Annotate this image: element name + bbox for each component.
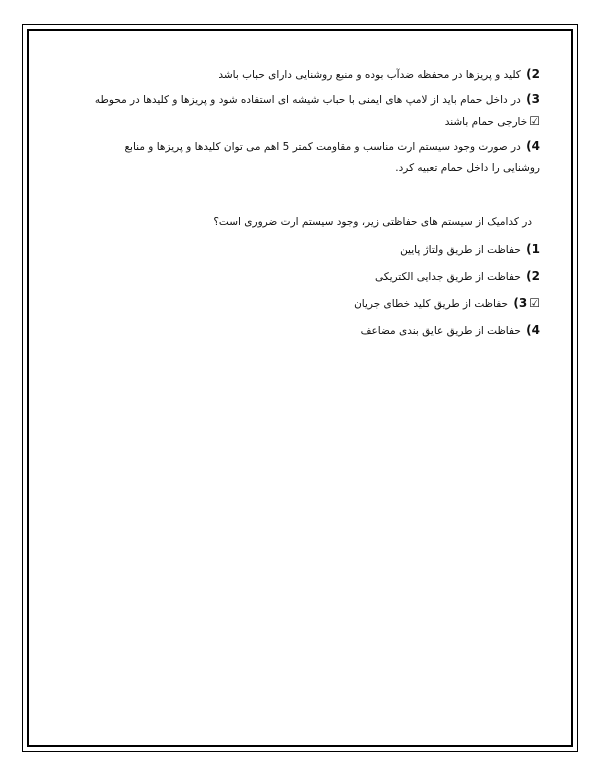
option-text: حفاظت از طریق جدایی الکتریکی [375,271,521,283]
item-text: در صورت وجود سیستم ارت مناسب و مقاومت کمتر 5 اهم می توان کلیدها و پریزها و منابع روشنایی را داخل حمام تعبیه کرد. [124,141,540,174]
option-text: حفاظت از طریق کلید خطای جریان [354,298,509,310]
option-number: 1) [526,242,540,256]
option-text: حفاظت از طریق ولتاژ پایین [400,244,521,256]
checkbox-checked-icon: ☑ [529,296,540,310]
option-3 [90,295,540,313]
document-body [90,64,540,349]
checkbox-checked-icon: ☑ [529,114,540,128]
option-number: 2) [526,269,540,283]
item-text: کلید و پریزها در محفظه ضدآب بوده و منبع روشنایی دارای حباب باشد [218,69,521,81]
list-item-3 [90,89,540,133]
item-text-continued: خارجی حمام باشند [444,116,528,128]
option-number: 4) [526,323,540,337]
option-number: 3) [513,296,528,310]
option-text: حفاظت از طریق عایق بندی مضاعف [360,325,521,337]
item-number: 2) [526,67,540,81]
item-number: 3) [526,92,540,106]
option-1 [90,241,540,259]
option-2 [90,268,540,286]
item-number: 4) [526,139,540,153]
item-text: در داخل حمام باید از لامپ های ایمنی با حباب شیشه ای استفاده شود و پریزها و کلیدها در محوطه [94,94,521,106]
list-item-4 [90,136,540,179]
option-4 [90,322,540,340]
section-spacer [90,182,540,212]
question-text: در کدامیک از سیستم های حفاظتی زیر، وجود سیستم ارت ضروری است؟ [213,216,532,228]
list-item-2 [90,64,540,86]
